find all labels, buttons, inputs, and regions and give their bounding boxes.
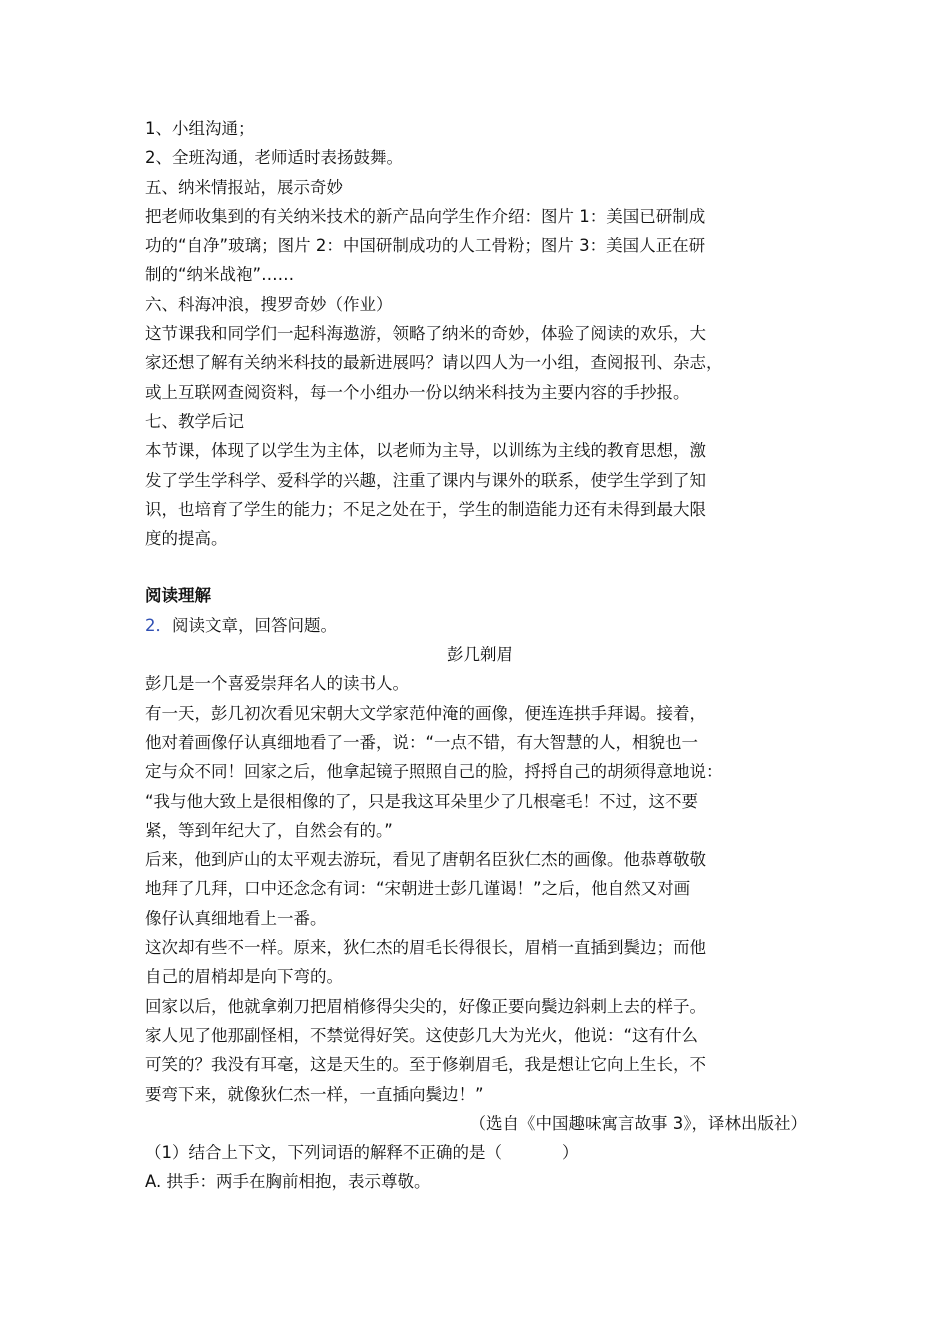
story-title: 彭几剃眉	[447, 645, 513, 665]
text-line: 把老师收集到的有关纳米技术的新产品向学生作介绍：图片 1：美国已研制成	[145, 206, 706, 226]
section-title: 五、纳米情报站，展示奇妙	[145, 177, 343, 197]
story-line: 这次却有些不一样。原来，狄仁杰的眉毛长得很长，眉梢一直插到鬓边；而他	[145, 938, 706, 958]
text-line: 制的“纳米战袍”……	[145, 265, 295, 285]
section-heading: 阅读理解	[145, 586, 211, 606]
section-title: 七、教学后记	[145, 411, 244, 431]
story-line: 彭几是一个喜爱崇拜名人的读书人。	[145, 674, 409, 694]
story-line: 他对着画像仔认真细地看了一番，说：“一点不错，有大智慧的人，相貌也一	[145, 732, 699, 752]
text-line: 2、全班沟通，老师适时表扬鼓舞。	[145, 148, 403, 168]
text-line: 家还想了解有关纳米科技的最新进展吗？请以四人为一小组，查阅报刊、杂志，	[145, 353, 723, 373]
text-line: 功的“自净”玻璃；图片 2：中国研制成功的人工骨粉；图片 3：美国人正在研	[145, 236, 706, 256]
sub-question-suffix: ）	[562, 1143, 579, 1163]
document-page	[145, 114, 815, 1197]
sub-question-prefix: （1）结合上下文，下列词语的解释不正确的是（	[145, 1143, 502, 1163]
text-line: 识，也培育了学生的能力；不足之处在于，学生的制造能力还有未得到最大限	[145, 499, 706, 519]
story-line: 像仔认真细地看上一番。	[145, 908, 327, 928]
story-line: 地拜了几拜，口中还念念有词：“宋朝进士彭几谨谒！”之后，他自然又对画	[145, 879, 691, 899]
story-body	[145, 669, 815, 1108]
story-line: 有一天，彭几初次看见宋朝大文学家范仲淹的画像，便连连拱手拜谒。接着，	[145, 703, 706, 723]
text-line: 这节课我和同学们一起科海遨游，领略了纳米的奇妙，体验了阅读的欢乐，大	[145, 324, 706, 344]
spacer	[145, 553, 815, 581]
option-a: A. 拱手：两手在胸前相抱，表示尊敬。	[145, 1172, 431, 1192]
question-text: 阅读文章，回答问题。	[172, 615, 337, 635]
story-line: “我与他大致上是很相像的了，只是我这耳朵里少了几根毫毛！不过，这不要	[145, 791, 699, 811]
question-line	[145, 611, 815, 640]
question-number: 2．	[145, 615, 172, 635]
story-line: 自己的眉梢却是向下弯的。	[145, 967, 343, 987]
story-source: （选自《中国趣味寓言故事 3》，译林出版社）	[469, 1113, 807, 1133]
sub-question	[145, 1138, 815, 1167]
text-line: 度的提高。	[145, 529, 228, 549]
story-line: 家人见了他那副怪相，不禁觉得好笑。这使彭几大为光火，他说：“这有什么	[145, 1025, 699, 1045]
story-line: 要弯下来，就像狄仁杰一样，一直插向鬓边！”	[145, 1084, 484, 1104]
section-title: 六、科海冲浪，搜罗奇妙（作业）	[145, 294, 393, 314]
text-line: 1、小组沟通；	[145, 119, 255, 138]
story-line: 可笑的？我没有耳毫，这是天生的。至于修剃眉毛，我是想让它向上生长，不	[145, 1055, 706, 1075]
text-line: 或上互联网查阅资料，每一个小组办一份以纳米科技为主要内容的手抄报。	[145, 382, 690, 402]
story-line: 紧，等到年纪大了，自然会有的。”	[145, 820, 393, 840]
text-line: 本节课，体现了以学生为主体，以老师为主导，以训练为主线的教育思想，激	[145, 441, 706, 461]
story-line: 回家以后，他就拿剃刀把眉梢修得尖尖的，好像正要向鬓边斜刺上去的样子。	[145, 996, 706, 1016]
lesson-plan-section	[145, 114, 815, 553]
story-line: 定与众不同！回家之后，他拿起镜子照照自己的脸，捋捋自己的胡须得意地说：	[145, 762, 723, 782]
story-line: 后来，他到庐山的太平观去游玩，看见了唐朝名臣狄仁杰的画像。他恭尊敬敬	[145, 850, 706, 870]
text-line: 发了学生学科学、爱科学的兴趣，注重了课内与课外的联系，使学生学到了知	[145, 470, 706, 490]
